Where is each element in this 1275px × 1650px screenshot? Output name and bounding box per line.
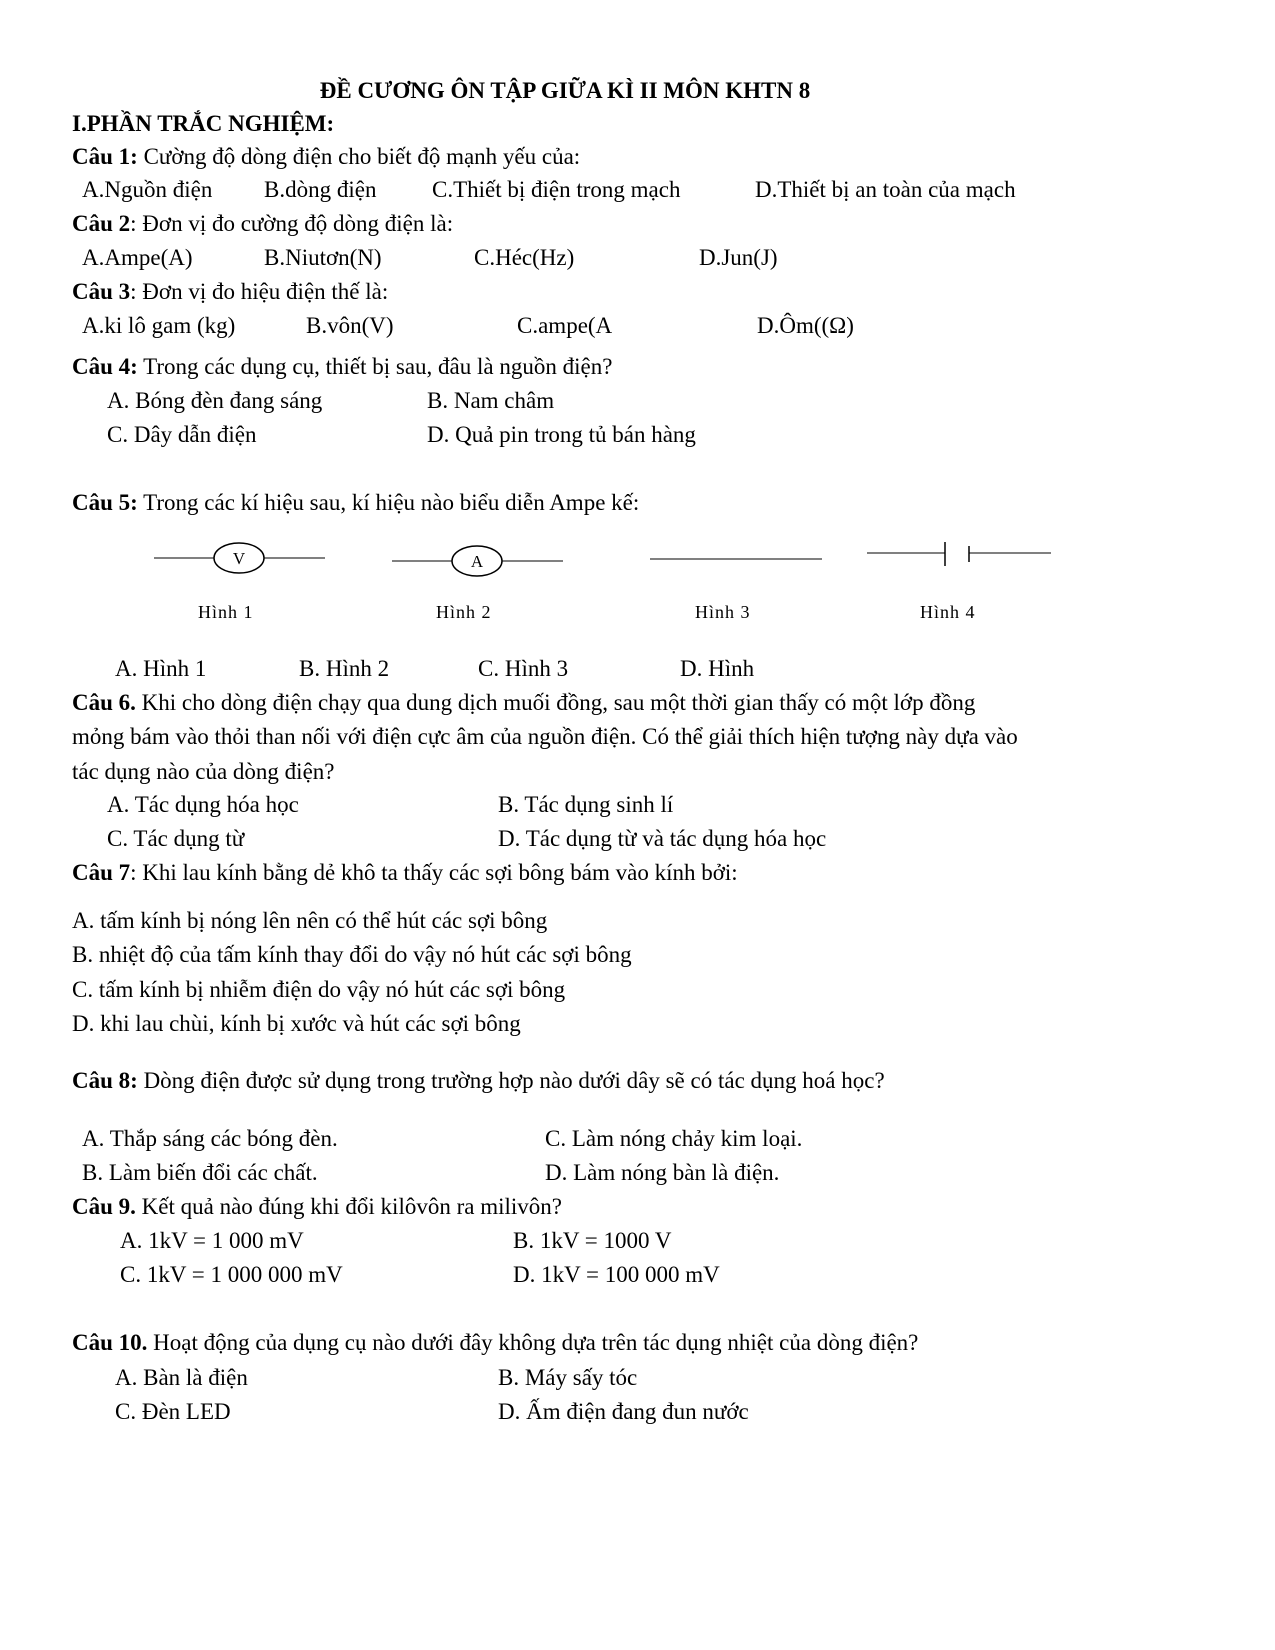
voltmeter-symbol-figure <box>150 540 330 580</box>
option-b[interactable]: B. Hình 2 <box>299 656 390 681</box>
question-text: Dòng điện được sử dụng trong trường hợp nào dưới dây sẽ có tác dụng hoá học? <box>137 1068 885 1093</box>
option-c[interactable]: C.Héc(Hz) <box>474 245 575 270</box>
question-4 <box>72 353 612 381</box>
question-text: Khi cho dòng điện chạy qua dung dịch muối đồng, sau một thời gian thấy có một lớp đồng <box>135 690 976 715</box>
option-d[interactable]: D. khi lau chùi, kính bị xước và hút các sợi bông <box>72 1011 521 1036</box>
question-label: Câu 7 <box>72 860 131 885</box>
option-c[interactable]: C. Làm nóng chảy kim loại. <box>545 1126 803 1151</box>
ammeter-symbol-figure <box>388 543 568 583</box>
meter-letter: V <box>232 549 246 568</box>
question-label: Câu 2 <box>72 211 131 236</box>
option-c[interactable]: C. Hình 3 <box>478 656 569 681</box>
question-label: Câu 6. <box>72 690 136 715</box>
question-text: : Đơn vị đo cường độ dòng điện là: <box>130 211 454 236</box>
option-d[interactable]: D.Thiết bị an toàn của mạch <box>755 177 1016 202</box>
option-a[interactable]: A. 1kV = 1 000 mV <box>120 1228 304 1253</box>
option-b[interactable]: B. Nam châm <box>427 388 555 413</box>
figure-label-1: Hình 1 <box>198 602 254 622</box>
question-text: : Đơn vị đo hiệu điện thế là: <box>130 279 389 304</box>
option-a[interactable]: A. Bóng đèn đang sáng <box>107 388 323 413</box>
option-a[interactable]: A.ki lô gam (kg) <box>82 313 236 338</box>
option-b[interactable]: B.dòng điện <box>264 177 377 202</box>
option-d[interactable]: D.Jun(J) <box>699 245 778 270</box>
question-text: : Khi lau kính bằng dẻ khô ta thấy các sợi bông bám vào kính bởi: <box>130 860 738 885</box>
question-text-line-2: mỏng bám vào thỏi than nối với điện cực âm của nguồn điện. Có thể giải thích hiện tượng này dựa vào <box>72 724 1018 749</box>
option-c[interactable]: C.ampe(A <box>517 313 613 338</box>
question-label: Câu 1: <box>72 144 138 169</box>
option-a[interactable]: A. Bàn là điện <box>115 1365 248 1390</box>
question-label: Câu 10. <box>72 1330 148 1355</box>
option-b[interactable]: B. 1kV = 1000 V <box>513 1228 672 1253</box>
option-d[interactable]: D. Làm nóng bàn là điện. <box>545 1160 780 1185</box>
question-text-line-3: tác dụng nào của dòng điện? <box>72 759 335 784</box>
question-label: Câu 4: <box>72 354 138 379</box>
option-b[interactable]: B.Niutơn(N) <box>264 245 382 270</box>
question-text: Kết quả nào đúng khi đổi kilôvôn ra milivôn? <box>135 1194 562 1219</box>
question-8 <box>72 1067 885 1095</box>
option-a[interactable]: A. Tác dụng hóa học <box>107 792 299 817</box>
question-label: Câu 5: <box>72 490 138 515</box>
wire-symbol-figure <box>650 545 830 575</box>
meter-letter: A <box>470 552 484 571</box>
question-text: Trong các dụng cụ, thiết bị sau, đâu là nguồn điện? <box>137 354 613 379</box>
option-d[interactable]: D. Quả pin trong tủ bán hàng <box>427 422 696 447</box>
question-2 <box>72 210 453 238</box>
question-label: Câu 3 <box>72 279 131 304</box>
option-d[interactable]: D. Hình <box>680 656 755 681</box>
figure-label-3: Hình 3 <box>695 602 751 622</box>
option-a[interactable]: A. Hình 1 <box>115 656 207 681</box>
question-3 <box>72 278 388 306</box>
page-title: ĐỀ CƯƠNG ÔN TẬP GIỮA KÌ II MÔN KHTN 8 <box>319 78 811 103</box>
question-1 <box>72 143 580 171</box>
option-a[interactable]: A. Thắp sáng các bóng đèn. <box>82 1126 338 1151</box>
option-d[interactable]: D.Ôm((Ω) <box>757 313 854 338</box>
option-d[interactable]: D. 1kV = 100 000 mV <box>513 1262 720 1287</box>
question-10 <box>72 1329 918 1357</box>
option-c[interactable]: C. Tác dụng từ <box>107 826 245 851</box>
option-d[interactable]: D. Ấm điện đang đun nước <box>498 1399 749 1424</box>
option-a[interactable]: A. tấm kính bị nóng lên nên có thể hút các sợi bông <box>72 908 548 933</box>
option-d[interactable]: D. Tác dụng từ và tác dụng hóa học <box>498 826 827 851</box>
question-text: Hoạt động của dụng cụ nào dưới đây không dựa trên tác dụng nhiệt của dòng điện? <box>147 1330 919 1355</box>
question-6 <box>72 689 975 717</box>
question-7 <box>72 859 738 887</box>
question-text: Trong các kí hiệu sau, kí hiệu nào biểu diễn Ampe kế: <box>137 490 640 515</box>
option-b[interactable]: B. Tác dụng sinh lí <box>498 792 674 817</box>
option-a[interactable]: A.Nguồn điện <box>82 177 213 202</box>
option-c[interactable]: C.Thiết bị điện trong mạch <box>432 177 681 202</box>
option-c[interactable]: C. Dây dẫn điện <box>107 422 257 447</box>
option-c[interactable]: C. tấm kính bị nhiễm điện do vậy nó hút các sợi bông <box>72 977 566 1002</box>
section-heading: I.PHẦN TRẮC NGHIỆM: <box>72 111 335 136</box>
option-c[interactable]: C. 1kV = 1 000 000 mV <box>120 1262 343 1287</box>
option-b[interactable]: B. Máy sấy tóc <box>498 1365 638 1390</box>
option-c[interactable]: C. Đèn LED <box>115 1399 231 1424</box>
question-5 <box>72 489 639 517</box>
question-label: Câu 9. <box>72 1194 136 1219</box>
figure-label-2: Hình 2 <box>436 602 492 622</box>
option-b[interactable]: B. Làm biến đổi các chất. <box>82 1160 318 1185</box>
question-label: Câu 8: <box>72 1068 138 1093</box>
option-b[interactable]: B. nhiệt độ của tấm kính thay đổi do vậy nó hút các sợi bông <box>72 942 632 967</box>
question-text: Cường độ dòng điện cho biết độ mạnh yếu của: <box>137 144 581 169</box>
battery-symbol-figure <box>865 536 1055 576</box>
question-9 <box>72 1193 562 1221</box>
figure-label-4: Hình 4 <box>920 602 976 622</box>
option-b[interactable]: B.vôn(V) <box>306 313 394 338</box>
option-a[interactable]: A.Ampe(A) <box>82 245 193 270</box>
